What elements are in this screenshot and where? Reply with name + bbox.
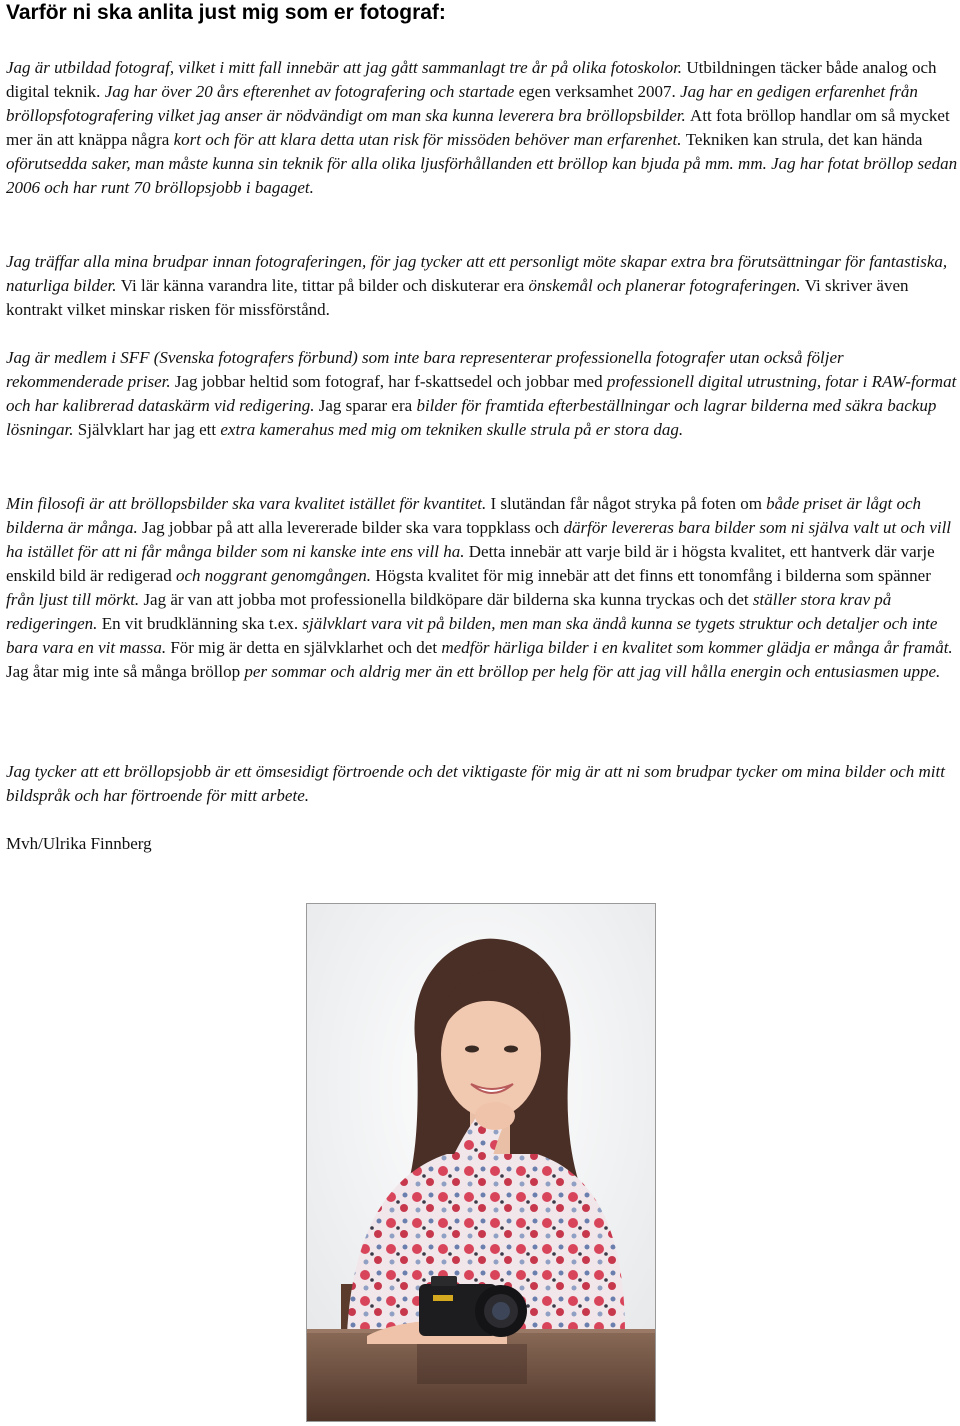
text-run: egen verksamhet 2007. — [518, 82, 681, 101]
text-run: Jag har över 20 års efterenhet av fotografering och startade — [104, 82, 519, 101]
text-run: Jag träffar alla mina brudpar innan fotograferingen, för jag tycker att ett personligt möte skapar extra bra förutsättningar för fantastiska, naturliga bilder. — [6, 252, 948, 295]
text-run: För mig är detta en självklarhet och det — [170, 638, 442, 657]
text-run: Självklart har jag ett — [77, 420, 221, 439]
text-run: självklart vara vit på bilden, men man ska ändå kunna se tygets struktur och detaljer och inte bara vara en vit massa. — [6, 614, 938, 657]
text-run: medför härliga bilder i en kvalitet som kommer glädja er många år framåt. — [441, 638, 953, 657]
text-run: Vi skriver även kontrakt vilket minskar risken för missförstånd. — [6, 276, 909, 319]
text-run: per sommar och aldrig mer än ett bröllop per helg för att jag vill hålla energin och entusiasmen uppe. — [244, 662, 941, 681]
text-run: bilder för framtida efterbeställningar och lagrar bilderna med säkra backup lösningar. — [6, 396, 937, 439]
text-run: Jag är medlem i SFF (Svenska fotografers förbund) som inte bara representerar professionella fotografer utan också följer rekommenderade priser. — [6, 348, 844, 391]
paragraph-philosophy — [6, 492, 958, 684]
text-run: Jag sparar era — [318, 396, 417, 415]
text-run: från ljust till mörkt. — [6, 590, 144, 609]
text-run: ställer stora krav på redigeringen. — [6, 590, 892, 633]
text-run: Jag är van att jobba mot professionella bildköpare där bilderna ska kunna tryckas och det — [143, 590, 753, 609]
page-heading: Varför ni ska anlita just mig som er fotograf: — [6, 1, 446, 24]
text-run: Tekniken kan strula, det kan hända — [685, 130, 923, 149]
text-run: Mvh/Ulrika Finnberg — [6, 834, 152, 853]
paragraph-trust — [6, 760, 958, 808]
text-run: Jag tycker att ett bröllopsjobb är ett ömsesidigt förtroende och det viktigaste för mig är att ni som brudpar tycker om mina bilder och mitt bildspråk och har förtroende för mitt arbete. — [6, 762, 945, 805]
paragraph-membership — [6, 346, 958, 442]
text-run: oförutsedda saker, man måste kunna sin teknik för alla olika ljusförhållanden ett bröllop kan bjuda på mm. mm. Jag har fotat bröllop sedan 2006 och har runt 70 bröllopsjobb i bagaget. — [6, 154, 958, 197]
text-run: Att fota bröllop handlar om så mycket mer än att knäppa några — [6, 106, 950, 149]
paragraph-education — [6, 56, 958, 200]
text-run: Min filosofi är att bröllopsbilder ska vara kvalitet istället för kvantitet. — [6, 494, 491, 513]
text-run: kort och för att klara detta utan risk för missöden behöver man erfarenhet. — [173, 130, 686, 149]
text-run: En vit brudklänning ska t.ex. — [101, 614, 303, 633]
text-run: och noggrant genomgången. — [175, 566, 376, 585]
text-run: önskemål och planerar fotograferingen. — [528, 276, 805, 295]
text-run: Jag är utbildad fotograf, vilket i mitt fall innebär att jag gått sammanlagt tre år på olika fotoskolor. — [6, 58, 687, 77]
text-run: Jag åtar mig inte så många bröllop — [6, 662, 245, 681]
text-run: Jag har en gedigen erfarenhet från bröllopsfotografering vilket jag anser är nödvändigt om man ska kunna leverera bra bröllopsbilder. — [6, 82, 918, 125]
signature — [6, 832, 958, 856]
text-run: Detta innebär att varje bild är i högsta kvalitet, ett hantverk där varje enskild bild är redigerad — [6, 542, 935, 585]
text-run: extra kamerahus med mig om tekniken skulle strula på er stora dag. — [220, 420, 684, 439]
text-run: Vi lär känna varandra lite, tittar på bilder och diskuterar era — [120, 276, 529, 295]
photographer-portrait — [306, 903, 656, 1422]
paragraph-meeting — [6, 250, 958, 322]
text-run: Utbildningen täcker både analog och digital teknik. — [6, 58, 937, 101]
text-run: därför levereras bara bilder som ni själva valt ut och vill ha istället för att ni får många bilder som ni kanske inte ens vill ha. — [6, 518, 952, 561]
text-run: Jag jobbar på att alla levererade bilder ska vara toppklass och — [142, 518, 564, 537]
portrait-illustration — [307, 904, 655, 1421]
text-run: både priset är lågt och bilderna är många. — [6, 494, 922, 537]
text-run: Jag jobbar heltid som fotograf, har f-skattsedel och jobbar med — [174, 372, 607, 391]
text-run: I slutändan får något stryka på foten om — [490, 494, 767, 513]
text-run: professionell digital utrustning, fotar i RAW-format och har kalibrerad dataskärm vid redigering. — [6, 372, 957, 415]
text-run: Högsta kvalitet för mig innebär att det finns ett tonomfång i bilderna som spänner — [375, 566, 931, 585]
